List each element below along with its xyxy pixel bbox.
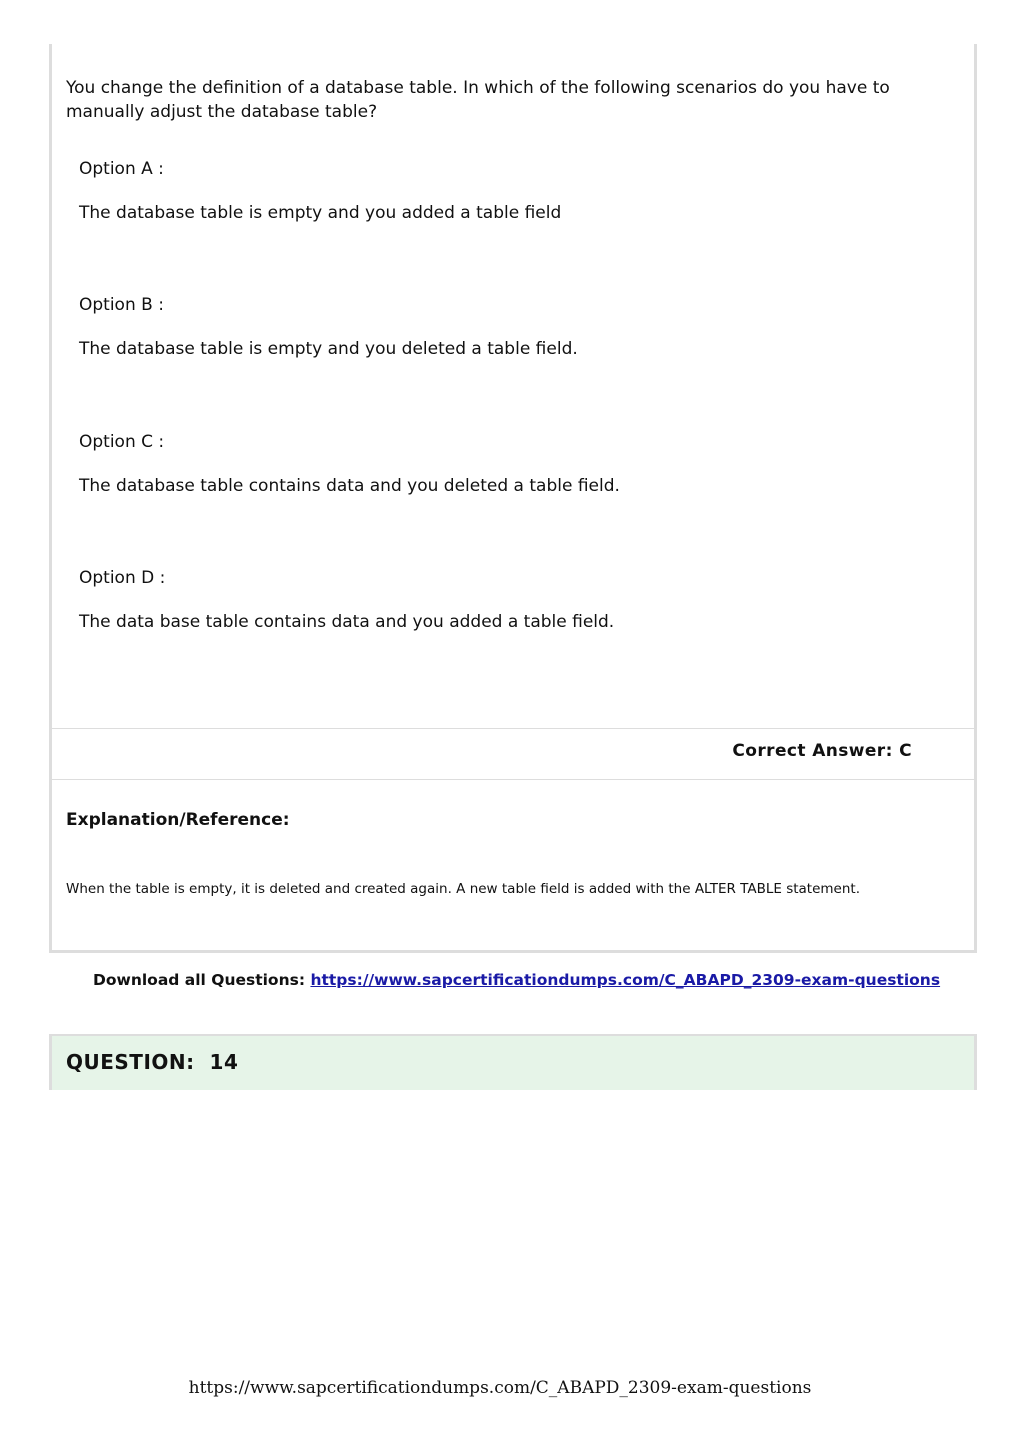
option-b-text: The database table is empty and you deleted a table field. xyxy=(79,339,578,359)
option-d-text: The data base table contains data and you added a table field. xyxy=(79,612,615,632)
option-a-text: The database table is empty and you added a table field xyxy=(79,203,562,223)
question-card xyxy=(49,44,977,953)
download-line xyxy=(93,971,940,989)
option-c-text: The database table contains data and you deleted a table field. xyxy=(79,476,620,496)
explanation-text: When the table is empty, it is deleted and created again. A new table field is added with the ALTER TABLE statement. xyxy=(66,881,860,897)
option-b-label: Option B : xyxy=(79,295,164,315)
correct-answer-bar xyxy=(52,728,974,780)
download-link[interactable]: https://www.sapcertificationdumps.com/C_ABAPD_2309-exam-questions xyxy=(310,971,941,989)
option-a-label: Option A : xyxy=(79,159,164,179)
question-text: You change the definition of a database table. In which of the following scenarios do you have to manually adjust the database table? xyxy=(66,78,890,122)
explanation-heading: Explanation/Reference: xyxy=(66,810,290,830)
page-footer: https://www.sapcertificationdumps.com/C_ABAPD_2309-exam-questions xyxy=(188,1378,812,1398)
download-label: Download all Questions: xyxy=(93,971,306,989)
correct-answer: Correct Answer: C xyxy=(732,741,912,761)
next-question-header xyxy=(49,1034,977,1090)
option-c-label: Option C : xyxy=(79,432,165,452)
option-d-label: Option D : xyxy=(79,568,166,588)
next-question-label: QUESTION: 14 xyxy=(66,1050,239,1074)
